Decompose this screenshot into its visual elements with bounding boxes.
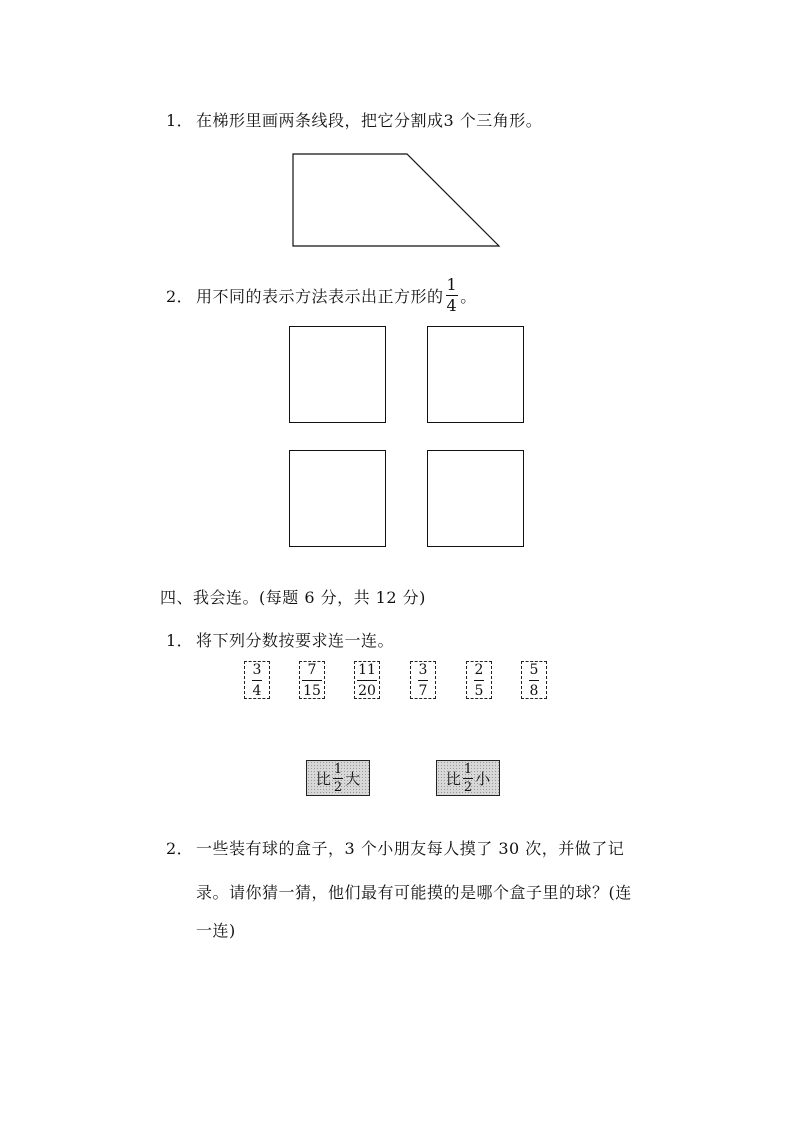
fraction-one-quarter	[446, 274, 459, 315]
greater-than-half-box[interactable]	[306, 760, 370, 796]
question-1	[166, 108, 542, 131]
question-punct: 。	[460, 286, 477, 306]
section4-question-1	[166, 628, 394, 651]
compare-prefix: 比	[315, 769, 331, 788]
square-bottom-right	[427, 450, 524, 547]
section4-question-2-line2: 录。请你猜一猜，他们最有可能摸的是哪个盒子里的球？(连	[196, 883, 632, 902]
fraction-denominator: 4	[252, 682, 262, 699]
question-number: 1．	[166, 631, 194, 650]
fraction-numerator: 1	[333, 761, 343, 777]
question-text: 在梯形里画两条线段，把它分割成3 个三角形。	[196, 111, 543, 130]
fraction-bar	[529, 680, 540, 681]
fraction-bar	[418, 680, 429, 681]
fraction-numerator: 1	[446, 274, 458, 294]
fraction-bar	[474, 680, 485, 681]
fraction-bar	[252, 680, 263, 681]
fraction-numerator: 2	[474, 661, 484, 678]
fraction-numerator: 3	[252, 661, 262, 678]
section-title: 四、我会连。(每题 6 分，共 12 分)	[160, 588, 426, 607]
trapezoid-shape	[293, 154, 499, 246]
trapezoid-figure	[290, 150, 504, 250]
fraction-bar	[463, 778, 473, 779]
fraction	[252, 663, 263, 698]
fraction-one-half	[333, 763, 343, 794]
fraction-denominator: 2	[463, 779, 473, 795]
fraction	[529, 663, 540, 698]
fraction-denominator: 5	[474, 682, 484, 699]
fraction-box-5-8[interactable]	[521, 661, 547, 699]
less-than-half-box[interactable]	[436, 760, 500, 796]
fraction-numerator: 11	[358, 661, 376, 678]
compare-prefix: 比	[445, 769, 461, 788]
fraction-denominator: 4	[446, 295, 458, 315]
question-text: 将下列分数按要求连一连。	[196, 631, 395, 650]
fraction-bar	[302, 680, 322, 681]
fraction-box-3-7[interactable]	[410, 661, 436, 699]
question-text: 用不同的表示方法表示出正方形的	[196, 286, 444, 306]
question-text: 一些装有球的盒子，3 个小朋友每人摸了 30 次，并做了记	[196, 839, 625, 858]
fraction-denominator: 20	[358, 682, 376, 699]
question-number: 2．	[166, 839, 194, 858]
section4-question-2-line3: 一连)	[196, 921, 236, 940]
fraction	[302, 663, 322, 698]
fraction-denominator: 2	[333, 779, 343, 795]
compare-suffix: 小	[475, 769, 491, 788]
question-number: 2．	[166, 286, 194, 306]
fraction-box-11-20[interactable]	[354, 661, 380, 699]
fraction-denominator: 15	[303, 682, 321, 699]
compare-suffix: 大	[345, 769, 361, 788]
fraction-bar	[357, 680, 377, 681]
fraction-bar	[333, 778, 343, 779]
fraction-numerator: 1	[463, 761, 473, 777]
fraction-box-2-5[interactable]	[466, 661, 492, 699]
square-top-left	[289, 326, 386, 423]
section4-question-2-line1	[166, 836, 624, 859]
square-top-right	[427, 326, 524, 423]
question-2	[166, 272, 477, 318]
fraction-one-half	[463, 763, 473, 794]
fraction-box-7-15[interactable]	[299, 661, 325, 699]
fraction	[357, 663, 377, 698]
question-number: 1．	[166, 111, 194, 130]
fraction-denominator: 7	[418, 682, 428, 699]
fraction-numerator: 5	[529, 661, 539, 678]
fraction	[474, 663, 485, 698]
fraction-numerator: 7	[307, 661, 317, 678]
square-bottom-left	[289, 450, 386, 547]
fraction-numerator: 3	[418, 661, 428, 678]
fraction-denominator: 8	[529, 682, 539, 699]
fraction-box-3-4[interactable]	[244, 661, 270, 699]
fraction	[418, 663, 429, 698]
